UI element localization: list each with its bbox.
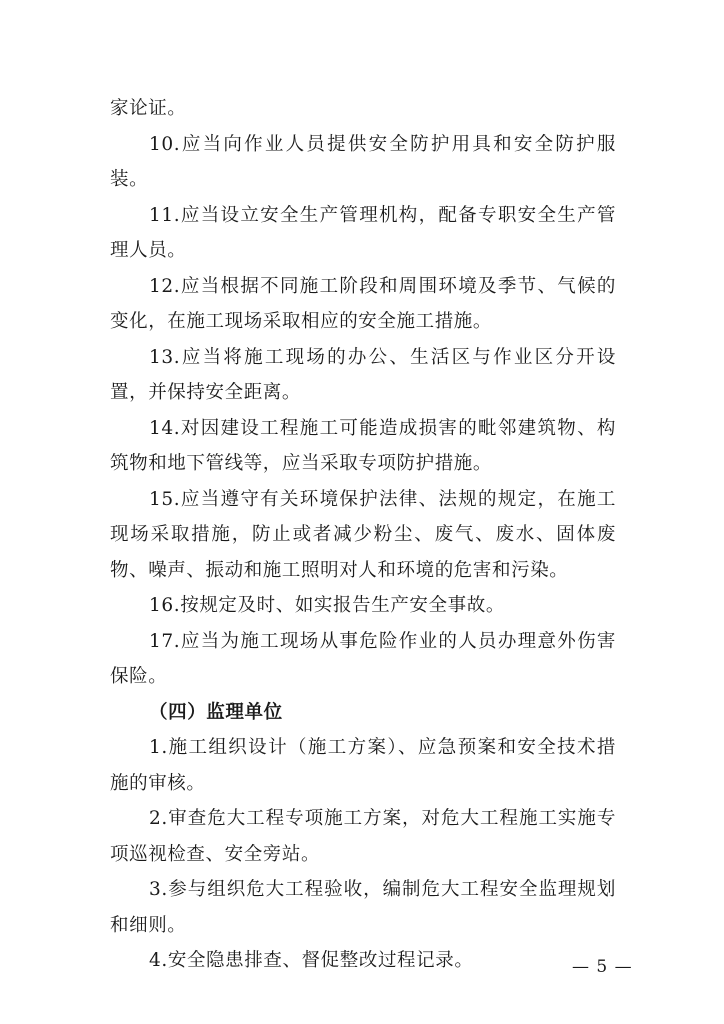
document-body (110, 91, 616, 979)
list-item-17: 17.应当为施工现场从事危险作业的人员办理意外伤害保险。 (110, 630, 616, 687)
section-heading-supervision: （四）监理单位 (149, 701, 283, 723)
list-item-15: 15.应当遵守有关环境保护法律、法规的规定，在施工现场采取措施，防止或者减少粉尘、废气、废水、固体废物、噪声、振动和施工照明对人和环境的危害和污染。 (110, 488, 616, 581)
supervision-list-item-1: 1.施工组织设计（施工方案）、应急预案和安全技术措施的审核。 (110, 737, 616, 794)
paragraph-continuation: 家论证。 (110, 98, 187, 119)
list-item-12: 12.应当根据不同施工阶段和周围环境及季节、气候的变化，在施工现场采取相应的安全施工措施。 (110, 275, 616, 332)
list-item-14: 14.对因建设工程施工可能造成损害的毗邻建筑物、构筑物和地下管线等，应当采取专项防护措施。 (110, 417, 616, 474)
page-number: — 5 — (572, 957, 633, 977)
supervision-list-item-4: 4.安全隐患排查、督促整改过程记录。 (149, 950, 474, 971)
supervision-list-item-3: 3.参与组织危大工程验收，编制危大工程安全监理规划和细则。 (110, 879, 616, 936)
list-item-10: 10.应当向作业人员提供安全防护用具和安全防护服装。 (110, 133, 616, 190)
list-item-16: 16.按规定及时、如实报告生产安全事故。 (149, 595, 505, 616)
list-item-13: 13.应当将施工现场的办公、生活区与作业区分开设置，并保持安全距离。 (110, 346, 616, 403)
list-item-11: 11.应当设立安全生产管理机构，配备专职安全生产管理人员。 (110, 204, 616, 261)
supervision-list-item-2: 2.审查危大工程专项施工方案，对危大工程施工实施专项巡视检查、安全旁站。 (110, 808, 616, 865)
